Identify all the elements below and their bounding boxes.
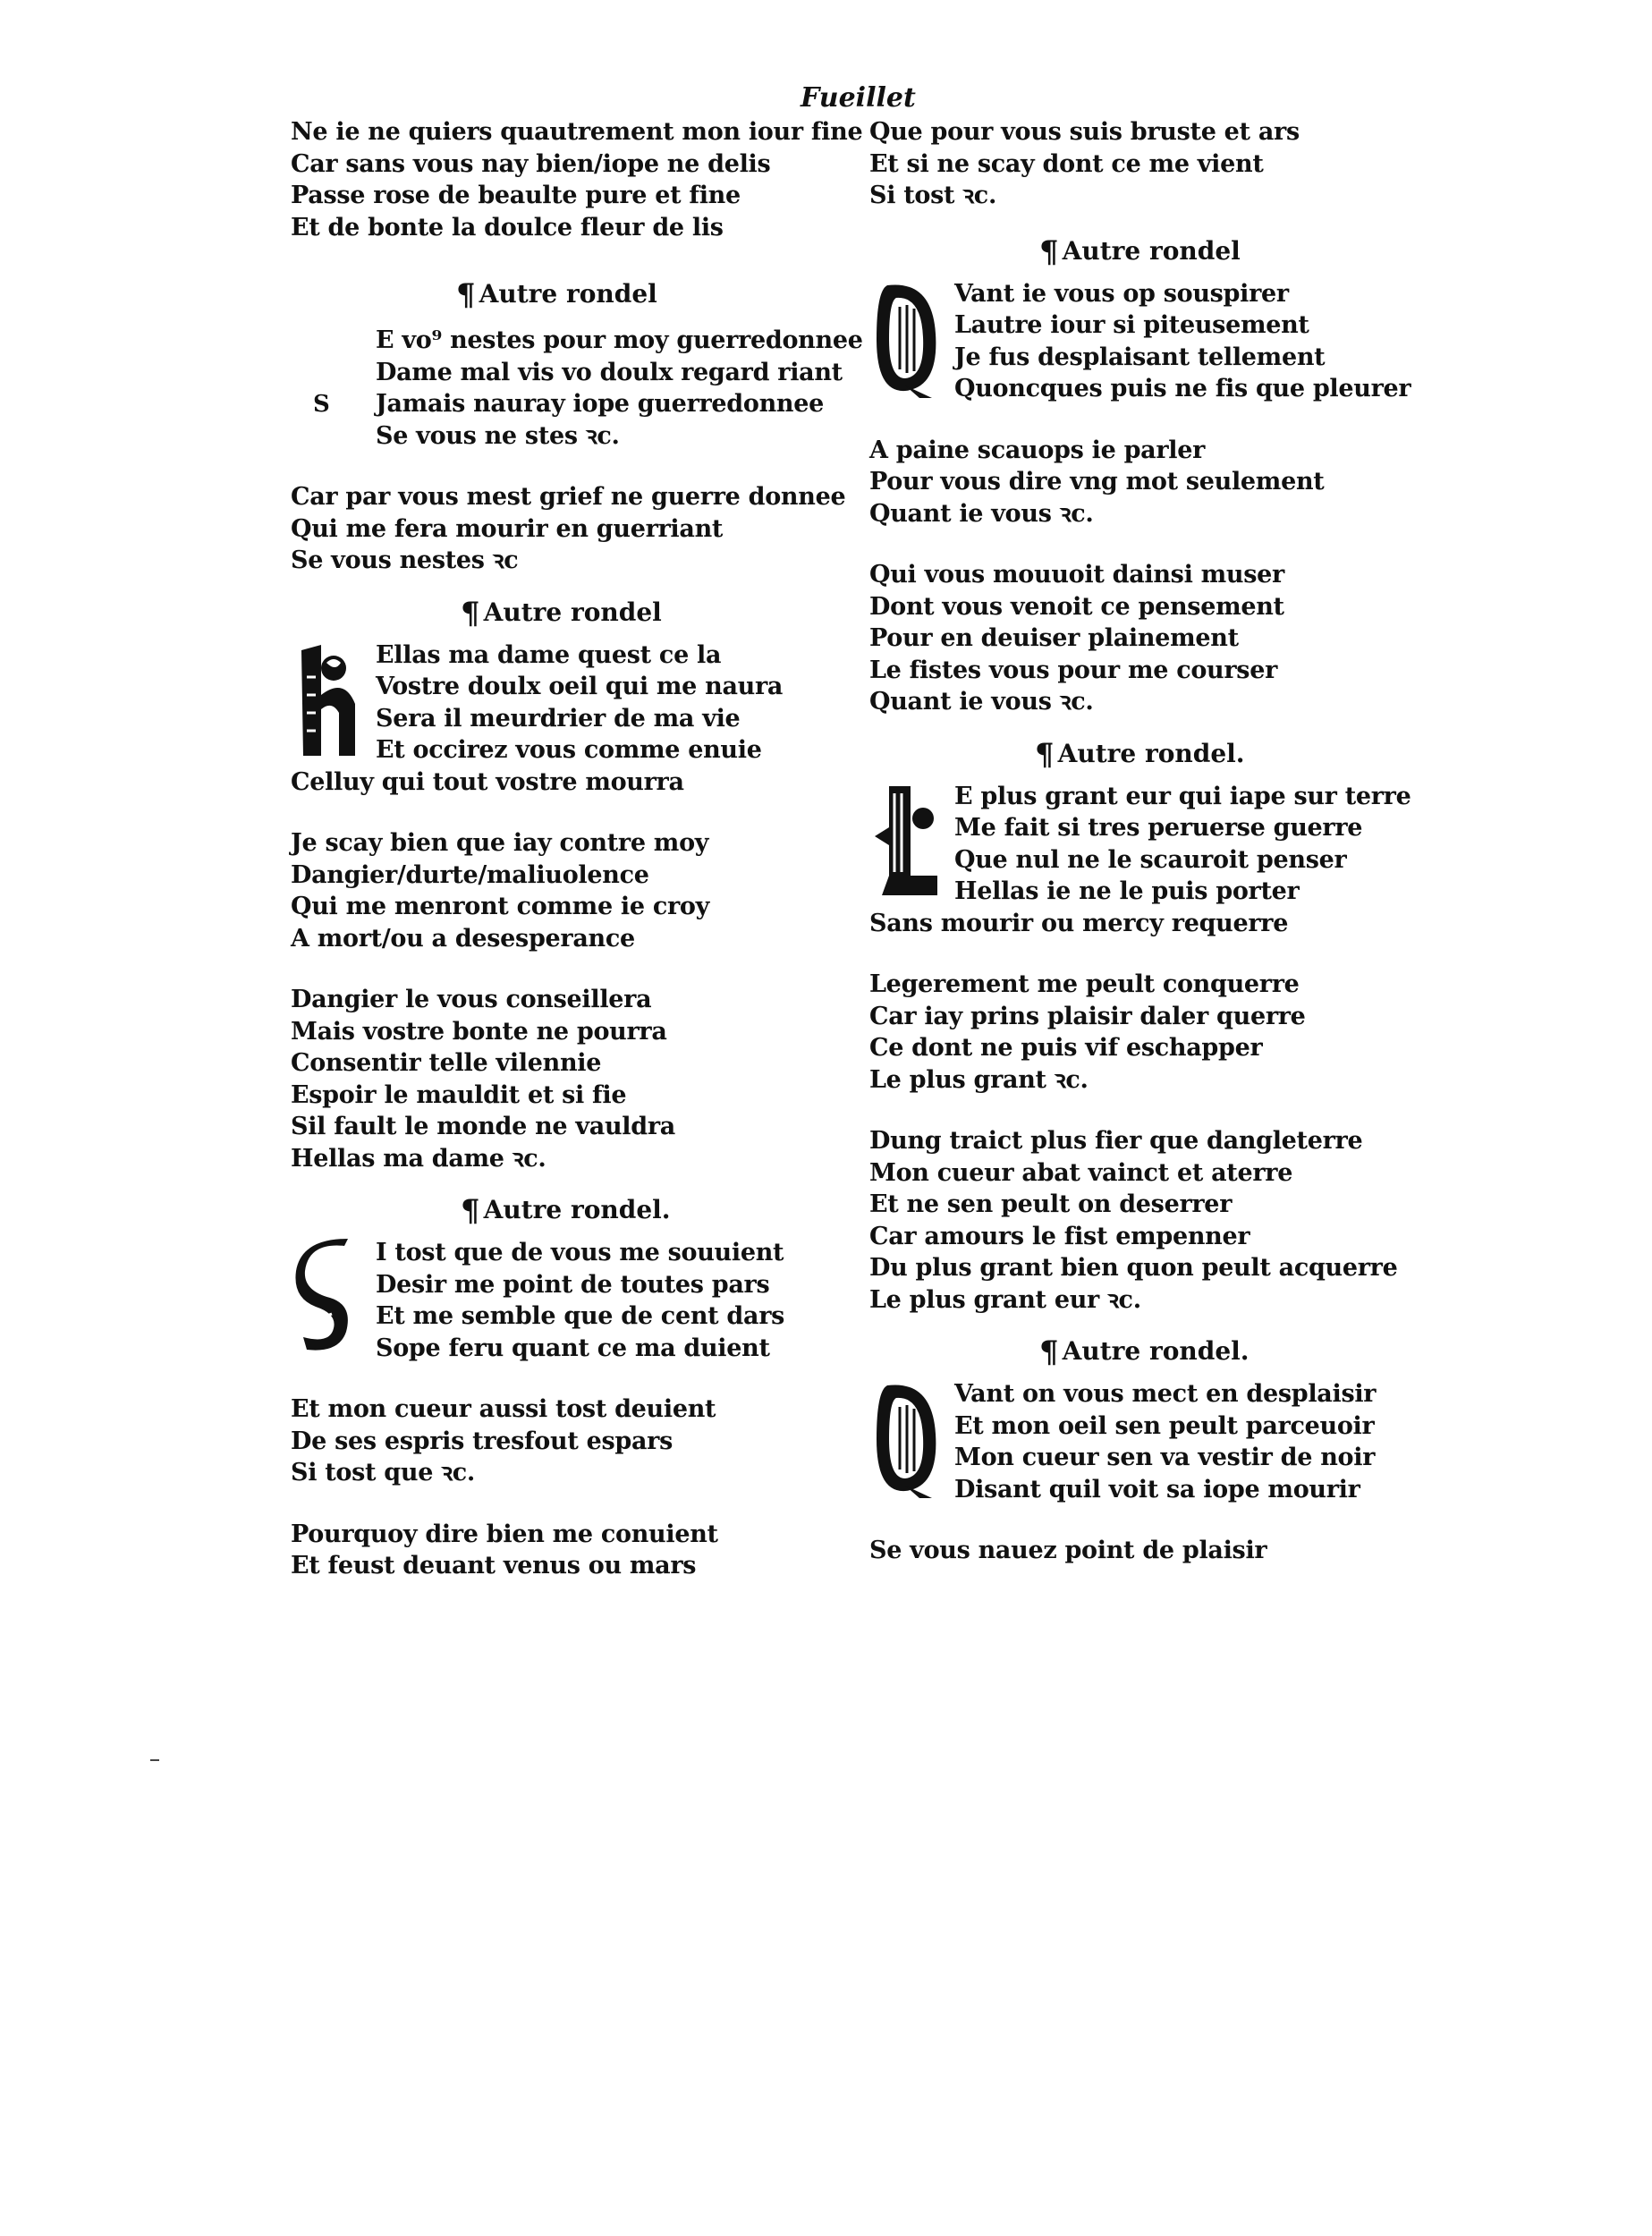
rondel-3-stanza-1 <box>291 1237 827 1364</box>
verse-line: Dung traict plus fier que dangleterre <box>869 1127 1363 1155</box>
folio-header: Fueillet <box>801 82 916 114</box>
verse-line: De ses espris tresfout espars <box>291 1427 673 1455</box>
rondel-2-stanza-3 <box>291 984 827 1174</box>
right-column <box>869 116 1411 1567</box>
pilcrow-icon: ¶ <box>1039 233 1059 270</box>
verse-line: Et ne sen peult on deserrer <box>869 1190 1233 1218</box>
verse-line: Lautre iour si piteusement <box>954 311 1309 339</box>
verse-line: Vant on vous mect en desplaisir <box>954 1380 1377 1408</box>
verse-line: Vant ie vous op souspirer <box>954 279 1289 308</box>
verse-line: Le fistes vous pour me courser <box>869 656 1278 684</box>
verse-line: Se vous nestes ꝛc <box>291 546 519 574</box>
verse-line: Ellas ma dame quest ce la <box>376 640 722 669</box>
verse-line: Si tost que ꝛc. <box>291 1459 475 1486</box>
verse-line: Car iay prins plaisir daler querre <box>869 1002 1306 1030</box>
verse-line: Qui me fera mourir en guerriant <box>291 514 724 543</box>
verse-line: Hellas ma dame ꝛc. <box>291 1144 546 1173</box>
verse-line: Je scay bien que iay contre moy <box>291 829 709 857</box>
verse-line: Et feust deuant venus ou mars <box>291 1552 697 1580</box>
verse-line: Car amours le fist empenner <box>869 1222 1250 1250</box>
rondel-3-stanza-3 <box>291 1519 827 1582</box>
rondel-1-stanza-2 <box>291 481 846 577</box>
verse-line: Et de bonte la doulce fleur de lis <box>291 213 724 241</box>
verse-line: E plus grant eur qui iape sur terre <box>954 782 1411 810</box>
verse-line: Le plus grant ꝛc. <box>869 1065 1089 1094</box>
decorated-initial-q-icon <box>869 280 943 400</box>
verse-line: Car sans vous nay bien/iope ne delis <box>291 149 771 178</box>
pilcrow-icon: ¶ <box>1035 736 1055 773</box>
rondel-5-stanza-1 <box>869 781 1411 940</box>
rondel-heading: ¶ Autre rondel. <box>461 1193 671 1229</box>
verse-line: Espoir le mauldit et si fie <box>291 1080 627 1109</box>
verse-line: Se vous nauez point de plaisir <box>869 1537 1267 1564</box>
verse-line: Qui me menront comme ie croy <box>291 893 710 920</box>
rondel-2-stanza-1 <box>291 639 827 799</box>
verse-line: Quoncques puis ne fis que pleurer <box>954 375 1411 402</box>
verse-line: Pour en deuiser plainement <box>869 624 1239 652</box>
verse-line: E vo⁹ nestes pour moy guerredonnee <box>376 326 863 354</box>
verse-line: Ne ie ne quiers quautrement mon iour fine <box>291 118 863 146</box>
left-column <box>291 116 863 1582</box>
rondel-4-stanza-3 <box>869 559 1406 718</box>
verse-line: Du plus grant bien quon peult acquerre <box>869 1254 1398 1282</box>
verse-line: Et occirez vous comme enuie <box>376 736 762 764</box>
pilcrow-icon: ¶ <box>461 1193 480 1229</box>
verse-line: Consentir telle vilennie <box>291 1049 602 1077</box>
rondel-heading: ¶ Autre rondel <box>1039 233 1241 270</box>
rondel-5-stanza-2 <box>869 969 1406 1096</box>
rondel-3-stanza-2 <box>291 1393 827 1489</box>
decorated-initial-q-icon <box>869 1380 943 1500</box>
verse-line: Sans mourir ou mercy requerre <box>869 909 1289 937</box>
rondel-1-stanza-1 <box>291 325 863 452</box>
rondel-5-stanza-3 <box>869 1125 1406 1316</box>
rondel-heading: ¶ Autre rondel. <box>1039 1334 1250 1370</box>
verse-line: Celluy qui tout vostre mourra <box>291 767 684 796</box>
verse-line: Le plus grant eur ꝛc. <box>869 1285 1141 1314</box>
verse-line: Que nul ne le scauroit penser <box>954 845 1347 874</box>
verse-line: Mais vostre bonte ne pourra <box>291 1017 667 1046</box>
rondel-6-stanza-2 <box>869 1535 1406 1567</box>
pilcrow-icon: ¶ <box>461 595 480 631</box>
verse-line: Dont vous venoit ce pensement <box>869 592 1284 621</box>
verse-line: I tost que de vous me souuient <box>376 1239 784 1266</box>
pilcrow-icon: ¶ <box>456 277 476 313</box>
verse-line: Et mon cueur aussi tost deuient <box>291 1395 716 1423</box>
decorated-initial-s-icon <box>291 1239 364 1359</box>
verse-line: Mon cueur abat vainct et aterre <box>869 1158 1293 1187</box>
verse-line: A paine scauops ie parler <box>869 436 1206 464</box>
pilcrow-icon: ¶ <box>1039 1334 1059 1370</box>
verse-line: Quant ie vous ꝛc. <box>869 688 1094 716</box>
verse-line: Hellas ie ne le puis porter <box>954 877 1300 905</box>
verse-line: Se vous ne stes ꝛc. <box>376 421 620 450</box>
marginal-mark: S <box>313 391 330 418</box>
verse-line: Car par vous mest grief ne guerre donnee <box>291 483 846 511</box>
rondel-heading: ¶ Autre rondel. <box>1035 736 1245 773</box>
verse-line: Dangier/durte/maliuolence <box>291 860 649 889</box>
page-mark <box>150 1759 159 1761</box>
verse-line: Et mon oeil sen peult parceuoir <box>954 1411 1375 1440</box>
verse-line: Me fait si tres peruerse guerre <box>954 814 1363 842</box>
decorated-initial-l-icon <box>869 783 943 902</box>
verse-line: Et me semble que de cent dars <box>376 1302 785 1330</box>
verse-line: Si tost ꝛc. <box>869 182 997 209</box>
verse-line: Je fus desplaisant tellement <box>954 343 1326 371</box>
verse-line: Passe rose de beaulte pure et fine <box>291 182 741 209</box>
verse-line: A mort/ou a desesperance <box>291 924 635 953</box>
verse-line: Que pour vous suis bruste et ars <box>869 118 1300 146</box>
rondel-heading: ¶ Autre rondel <box>456 277 657 313</box>
verse-line: Quant ie vous ꝛc. <box>869 499 1094 528</box>
rondel-heading: ¶ Autre rondel <box>461 595 662 631</box>
rondel-6-stanza-1 <box>869 1378 1406 1505</box>
verse-line: Jamais nauray iope guerredonnee <box>376 390 824 418</box>
verse-line: Sil fault le monde ne vauldra <box>291 1113 675 1140</box>
verse-line: Pour vous dire vng mot seulement <box>869 468 1325 495</box>
verse-line: Ce dont ne puis vif eschapper <box>869 1034 1263 1062</box>
verse-line: Mon cueur sen va vestir de noir <box>954 1444 1376 1471</box>
verse-line: Legerement me peult conquerre <box>869 970 1300 998</box>
rondel-4-stanza-2 <box>869 435 1406 530</box>
verse-line: Disant quil voit sa iope mourir <box>954 1475 1360 1503</box>
verse-line: Dame mal vis vo doulx regard riant <box>376 358 843 386</box>
decorated-initial-h-icon <box>291 641 364 761</box>
verse-line: Pourquoy dire bien me conuient <box>291 1520 718 1548</box>
verse-line: Qui vous mouuoit dainsi muser <box>869 561 1284 589</box>
verse-line: Sera il meurdrier de ma vie <box>376 704 741 733</box>
verse-line: Et si ne scay dont ce me vient <box>869 149 1264 178</box>
opening-stanza <box>291 116 863 243</box>
rondel-2-stanza-2 <box>291 827 827 954</box>
verse-line: Dangier le vous conseillera <box>291 986 652 1013</box>
verse-line: Vostre doulx oeil qui me naura <box>376 673 784 700</box>
verse-line: Sope feru quant ce ma duient <box>376 1334 770 1362</box>
opening-stanza <box>869 116 1406 212</box>
verse-line: Desir me point de toutes pars <box>376 1270 770 1299</box>
rondel-4-stanza-1 <box>869 278 1411 405</box>
